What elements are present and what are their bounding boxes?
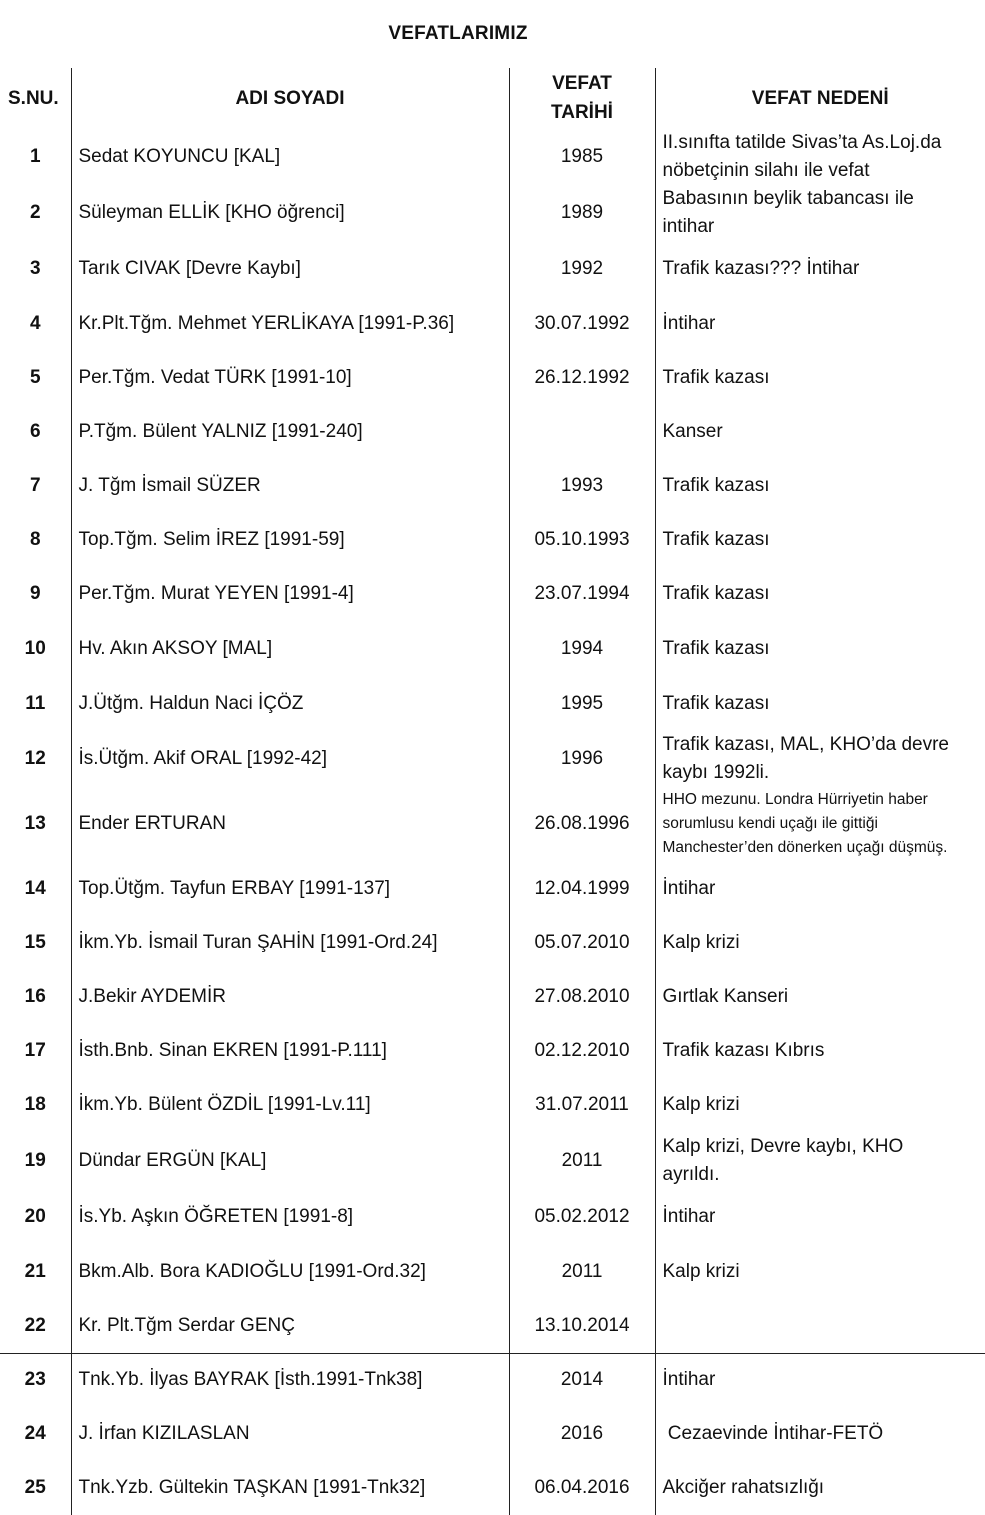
- row-name: Dündar ERGÜN [KAL]: [71, 1132, 509, 1189]
- row-name: İsth.Bnb. Sinan EKREN [1991-P.111]: [71, 1024, 509, 1078]
- row-cause: [655, 1407, 985, 1461]
- row-cause-line: Gırtlak Kanseri: [663, 983, 985, 1011]
- row-cause: [655, 1132, 985, 1189]
- row-date: 1985: [509, 128, 655, 185]
- row-cause: [655, 1244, 985, 1299]
- table-row: [0, 1407, 985, 1461]
- row-date: 30.07.1992: [509, 297, 655, 351]
- row-cause-line: Kanser: [663, 418, 985, 446]
- table-row: [0, 1078, 985, 1132]
- row-cause: [655, 185, 985, 241]
- row-number: 21: [0, 1244, 71, 1299]
- row-name: İkm.Yb. Bülent ÖZDİL [1991-Lv.11]: [71, 1078, 509, 1132]
- row-date: 13.10.2014: [509, 1299, 655, 1353]
- table-header-row: [0, 68, 985, 128]
- table-row: [0, 351, 985, 405]
- row-date: 27.08.2010: [509, 970, 655, 1024]
- table-row: [0, 1299, 985, 1353]
- table-row: [0, 297, 985, 351]
- row-number: 6: [0, 405, 71, 459]
- row-cause-line: Trafik kazası: [663, 472, 985, 500]
- row-number: 9: [0, 567, 71, 621]
- row-cause-line: Akciğer rahatsızlığı: [663, 1474, 985, 1502]
- table-row: [0, 970, 985, 1024]
- row-name: Kr. Plt.Tğm Serdar GENÇ: [71, 1299, 509, 1353]
- row-cause: [655, 731, 985, 787]
- table-row: [0, 621, 985, 676]
- row-cause: [655, 1024, 985, 1078]
- table-body: [0, 128, 985, 1515]
- header-no: S.NU.: [0, 68, 71, 128]
- row-name: Top.Ütğm. Tayfun ERBAY [1991-137]: [71, 861, 509, 916]
- row-date: 2016: [509, 1407, 655, 1461]
- row-number: 12: [0, 731, 71, 787]
- row-date: 05.10.1993: [509, 513, 655, 567]
- header-date-line2: TARİHİ: [510, 98, 655, 127]
- row-cause-line: İntihar: [663, 1203, 985, 1231]
- header-date-line1: VEFAT: [510, 69, 655, 98]
- row-number: 15: [0, 916, 71, 970]
- row-cause: [655, 621, 985, 676]
- row-cause-line: İntihar: [663, 875, 985, 903]
- row-number: 8: [0, 513, 71, 567]
- row-cause: [655, 1078, 985, 1132]
- row-cause-line: Trafik kazası??? İntihar: [663, 255, 985, 283]
- row-cause-line: Cezaevinde İntihar-FETÖ: [663, 1420, 985, 1448]
- row-cause-line: İntihar: [663, 310, 985, 338]
- row-cause-line: intihar: [663, 213, 985, 241]
- row-cause-line: Trafik kazası: [663, 580, 985, 608]
- deaths-table: [0, 68, 985, 1515]
- table-row: [0, 861, 985, 916]
- page-title: VEFATLARIMIZ: [0, 23, 916, 45]
- row-number: 1: [0, 128, 71, 185]
- row-cause-line: Trafik kazası: [663, 690, 985, 718]
- row-name: J. İrfan KIZILASLAN: [71, 1407, 509, 1461]
- table-row: [0, 405, 985, 459]
- row-cause: [655, 567, 985, 621]
- row-date: 1993: [509, 459, 655, 513]
- row-cause-line: ayrıldı.: [663, 1161, 985, 1189]
- row-number: 19: [0, 1132, 71, 1189]
- row-cause-line: Trafik kazası: [663, 364, 985, 392]
- row-cause: [655, 351, 985, 405]
- table-row: [0, 185, 985, 241]
- row-date: 1992: [509, 241, 655, 297]
- row-cause: [655, 297, 985, 351]
- row-name: Süleyman ELLİK [KHO öğrenci]: [71, 185, 509, 241]
- row-number: 22: [0, 1299, 71, 1353]
- row-cause: [655, 1353, 985, 1407]
- row-cause: [655, 128, 985, 185]
- table-row: [0, 676, 985, 731]
- row-cause: [655, 459, 985, 513]
- row-cause-line: İntihar: [663, 1366, 985, 1394]
- row-cause-line: nöbetçinin silahı ile vefat: [663, 157, 985, 185]
- row-date: 26.12.1992: [509, 351, 655, 405]
- row-number: 13: [0, 787, 71, 861]
- row-cause-line: kaybı 1992li.: [663, 759, 985, 787]
- row-date: 23.07.1994: [509, 567, 655, 621]
- row-number: 17: [0, 1024, 71, 1078]
- row-cause: [655, 241, 985, 297]
- row-cause-line: Babasının beylik tabancası ile: [663, 185, 985, 213]
- row-name: P.Tğm. Bülent YALNIZ [1991-240]: [71, 405, 509, 459]
- row-number: 4: [0, 297, 71, 351]
- row-date: 26.08.1996: [509, 787, 655, 861]
- table-row: [0, 1189, 985, 1244]
- row-cause-line: Manchester’den dönerken uçağı düşmüş.: [663, 836, 985, 860]
- row-cause-line: sorumlusu kendi uçağı ile gittiği: [663, 812, 985, 836]
- row-number: 23: [0, 1353, 71, 1407]
- row-number: 18: [0, 1078, 71, 1132]
- row-cause: [655, 970, 985, 1024]
- row-date: 2014: [509, 1353, 655, 1407]
- row-cause-line: Kalp krizi: [663, 1091, 985, 1119]
- row-name: Per.Tğm. Murat YEYEN [1991-4]: [71, 567, 509, 621]
- row-name: Tnk.Yb. İlyas BAYRAK [İsth.1991-Tnk38]: [71, 1353, 509, 1407]
- row-cause-line: Kalp krizi: [663, 929, 985, 957]
- table-row: [0, 241, 985, 297]
- row-name: İkm.Yb. İsmail Turan ŞAHİN [1991-Ord.24]: [71, 916, 509, 970]
- row-name: İs.Yb. Aşkın ÖĞRETEN [1991-8]: [71, 1189, 509, 1244]
- row-date: 1995: [509, 676, 655, 731]
- row-number: 2: [0, 185, 71, 241]
- row-cause: [655, 405, 985, 459]
- row-name: Top.Tğm. Selim İREZ [1991-59]: [71, 513, 509, 567]
- row-cause: [655, 1189, 985, 1244]
- row-number: 24: [0, 1407, 71, 1461]
- row-cause-line: Kalp krizi, Devre kaybı, KHO: [663, 1133, 985, 1161]
- table-row: [0, 1461, 985, 1515]
- table-row: [0, 787, 985, 861]
- table-row: [0, 1353, 985, 1407]
- row-cause: [655, 513, 985, 567]
- row-cause: [655, 916, 985, 970]
- row-name: Bkm.Alb. Bora KADIOĞLU [1991-Ord.32]: [71, 1244, 509, 1299]
- row-name: İs.Ütğm. Akif ORAL [1992-42]: [71, 731, 509, 787]
- row-date: 05.02.2012: [509, 1189, 655, 1244]
- table-row: [0, 1024, 985, 1078]
- table-row: [0, 513, 985, 567]
- header-name: ADI SOYADI: [71, 68, 509, 128]
- row-number: 7: [0, 459, 71, 513]
- row-cause-line: Kalp krizi: [663, 1258, 985, 1286]
- row-cause-line: II.sınıfta tatilde Sivas’ta As.Loj.da: [663, 129, 985, 157]
- row-number: 11: [0, 676, 71, 731]
- row-name: J.Ütğm. Haldun Naci İÇÖZ: [71, 676, 509, 731]
- row-number: 10: [0, 621, 71, 676]
- row-date: 2011: [509, 1132, 655, 1189]
- row-number: 20: [0, 1189, 71, 1244]
- row-cause: [655, 787, 985, 861]
- row-name: Hv. Akın AKSOY [MAL]: [71, 621, 509, 676]
- row-number: 3: [0, 241, 71, 297]
- row-number: 16: [0, 970, 71, 1024]
- row-name: Kr.Plt.Tğm. Mehmet YERLİKAYA [1991-P.36]: [71, 297, 509, 351]
- row-cause: [655, 1461, 985, 1515]
- row-name: Sedat KOYUNCU [KAL]: [71, 128, 509, 185]
- table-row: [0, 459, 985, 513]
- row-name: Ender ERTURAN: [71, 787, 509, 861]
- row-name: J.Bekir AYDEMİR: [71, 970, 509, 1024]
- row-date: 1996: [509, 731, 655, 787]
- row-cause-line: Trafik kazası, MAL, KHO’da devre: [663, 731, 985, 759]
- header-date: [509, 68, 655, 128]
- row-number: 5: [0, 351, 71, 405]
- row-cause: [655, 1299, 985, 1353]
- row-cause-line: Trafik kazası Kıbrıs: [663, 1037, 985, 1065]
- header-cause: VEFAT NEDENİ: [655, 68, 985, 128]
- row-number: 25: [0, 1461, 71, 1515]
- row-number: 14: [0, 861, 71, 916]
- row-name: Tnk.Yzb. Gültekin TAŞKAN [1991-Tnk32]: [71, 1461, 509, 1515]
- table-row: [0, 916, 985, 970]
- table-row: [0, 731, 985, 787]
- row-date: 05.07.2010: [509, 916, 655, 970]
- row-date: [509, 405, 655, 459]
- row-name: Tarık CIVAK [Devre Kaybı]: [71, 241, 509, 297]
- row-cause-line: Trafik kazası: [663, 635, 985, 663]
- row-cause: [655, 676, 985, 731]
- row-date: 02.12.2010: [509, 1024, 655, 1078]
- table-row: [0, 1132, 985, 1189]
- table-row: [0, 128, 985, 185]
- row-cause: [655, 861, 985, 916]
- row-date: 31.07.2011: [509, 1078, 655, 1132]
- row-date: 2011: [509, 1244, 655, 1299]
- table-row: [0, 567, 985, 621]
- row-name: Per.Tğm. Vedat TÜRK [1991-10]: [71, 351, 509, 405]
- row-date: 1994: [509, 621, 655, 676]
- row-date: 1989: [509, 185, 655, 241]
- row-cause-line: Trafik kazası: [663, 526, 985, 554]
- table-row: [0, 1244, 985, 1299]
- row-name: J. Tğm İsmail SÜZER: [71, 459, 509, 513]
- row-date: 12.04.1999: [509, 861, 655, 916]
- row-date: 06.04.2016: [509, 1461, 655, 1515]
- row-cause-line: HHO mezunu. Londra Hürriyetin haber: [663, 788, 985, 812]
